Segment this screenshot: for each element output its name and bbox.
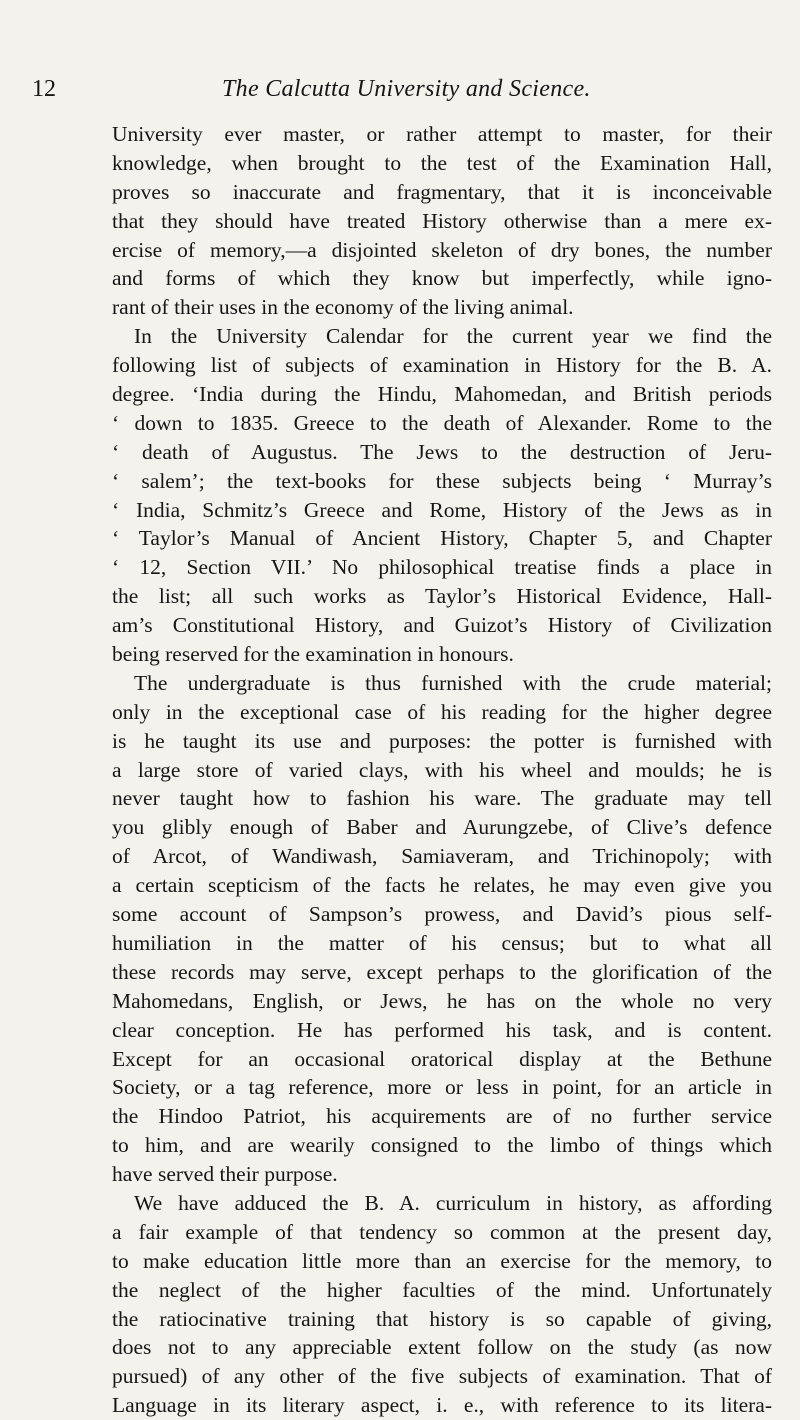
text-line: ‘ Taylor’s Manual of Ancient History, Chapter 5, and Chapter [112, 526, 772, 551]
text-line: Society, or a tag reference, more or less in point, for an article in [112, 1075, 772, 1100]
text-line: ‘ India, Schmitz’s Greece and Rome, History of the Jews as in [112, 497, 772, 522]
text-line: ercise of memory,—a disjointed skeleton of dry bones, the number [112, 237, 772, 262]
text-line: a large store of varied clays, with his wheel and moulds; he is [112, 757, 772, 782]
text-line: Mahomedans, English, or Jews, he has on the whole no very [112, 988, 772, 1013]
text-line: a certain scepticism of the facts he relates, he may even give you [112, 873, 772, 898]
text-line: the ratiocinative training that history is so capable of giving, [112, 1306, 772, 1331]
text-line: rant of their uses in the economy of the living animal. [112, 295, 574, 320]
text-line: pursued) of any other of the five subjects of examination. That of [112, 1364, 772, 1389]
text-line: the neglect of the higher faculties of the mind. Unfortunately [112, 1277, 772, 1302]
text-line: to him, and are wearily consigned to the limbo of things which [112, 1133, 772, 1158]
text-line: the Hindoo Patriot, his acquirements are of no further service [112, 1104, 772, 1129]
body-text [112, 120, 772, 1420]
paragraph [112, 120, 772, 322]
text-line: some account of Sampson’s prowess, and David’s pious self- [112, 902, 772, 927]
text-line: to make education little more than an exercise for the memory, to [112, 1248, 772, 1273]
text-line: and forms of which they know but imperfectly, while igno- [112, 266, 772, 291]
text-line: We have adduced the B. A. curriculum in history, as affording [134, 1190, 772, 1215]
text-line: am’s Constitutional History, and Guizot’s History of Civilization [112, 613, 772, 638]
paragraph [112, 322, 772, 669]
paragraph [112, 669, 772, 1189]
text-line: ‘ salem’; the text-books for these subjects being ‘ Murray’s [112, 468, 772, 493]
text-line: the list; all such works as Taylor’s Historical Evidence, Hall- [112, 584, 772, 609]
text-line: ‘ death of Augustus. The Jews to the destruction of Jeru- [112, 439, 772, 464]
text-line: that they should have treated History otherwise than a mere ex- [112, 208, 772, 233]
text-line: does not to any appreciable extent follow on the study (as now [112, 1335, 772, 1360]
text-line: these records may serve, except perhaps to the glorification of the [112, 959, 772, 984]
text-line: have served their purpose. [112, 1162, 338, 1187]
text-line: ‘ down to 1835. Greece to the death of Alexander. Rome to the [112, 410, 772, 435]
text-line: knowledge, when brought to the test of the Examination Hall, [112, 150, 772, 175]
paragraph [112, 1189, 772, 1420]
text-line: clear conception. He has performed his task, and is content. [112, 1017, 772, 1042]
page-number: 12 [32, 76, 56, 102]
text-line: being reserved for the examination in honours. [112, 642, 514, 667]
text-line: of Arcot, of Wandiwash, Samiaveram, and Trichinopoly; with [112, 844, 772, 869]
page-header [32, 76, 772, 106]
text-line: a fair example of that tendency so common at the present day, [112, 1219, 772, 1244]
running-title: The Calcutta University and Science. [222, 76, 591, 102]
text-line: Language in its literary aspect, i. e., with reference to its litera- [112, 1393, 772, 1418]
text-line: ‘ 12, Section VII.’ No philosophical treatise finds a place in [112, 555, 772, 580]
text-line: proves so inaccurate and fragmentary, that it is inconceivable [112, 179, 772, 204]
text-line: The undergraduate is thus furnished with the crude material; [134, 670, 772, 695]
text-line: degree. ‘India during the Hindu, Mahomedan, and British periods [112, 382, 772, 407]
text-line: Except for an occasional oratorical display at the Bethune [112, 1046, 772, 1071]
text-line: humiliation in the matter of his census; but to what all [112, 930, 772, 955]
text-line: University ever master, or rather attempt to master, for their [112, 122, 772, 146]
text-line: is he taught its use and purposes: the potter is furnished with [112, 728, 772, 753]
text-line: you glibly enough of Baber and Aurungzebe, of Clive’s defence [112, 815, 772, 840]
text-line: following list of subjects of examination in History for the B. A. [112, 353, 772, 378]
text-line: In the University Calendar for the current year we find the [134, 324, 772, 349]
text-line: only in the exceptional case of his reading for the higher degree [112, 699, 772, 724]
text-line: never taught how to fashion his ware. The graduate may tell [112, 786, 772, 811]
